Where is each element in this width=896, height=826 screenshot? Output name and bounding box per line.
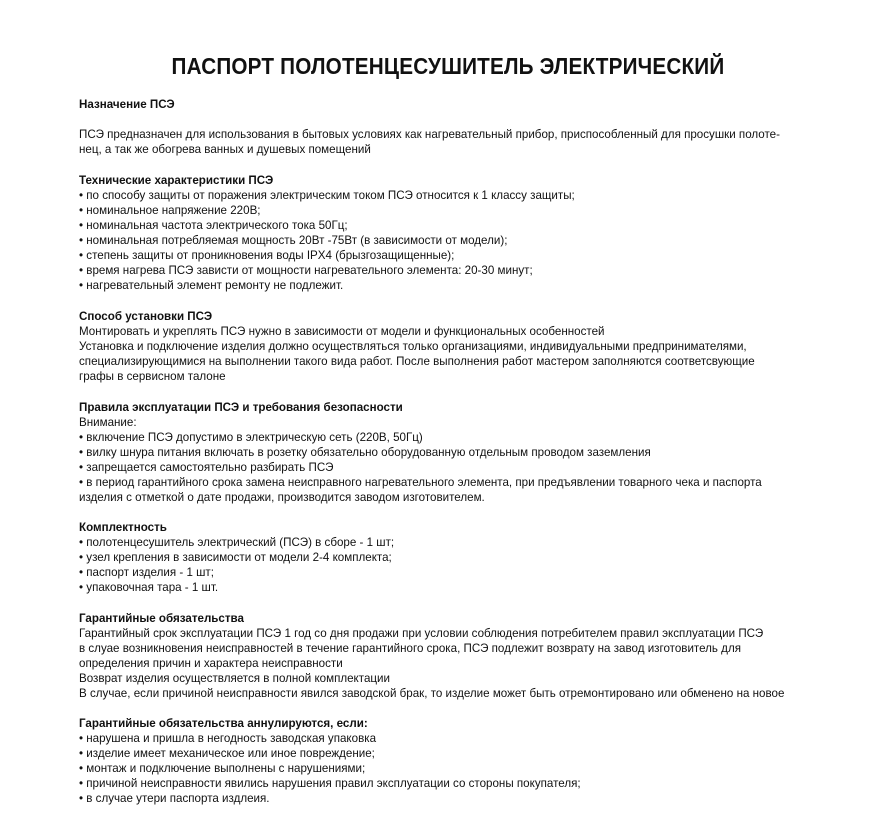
list-item: • по способу защиты от поражения электрическим током ПСЭ относится к 1 классу защиты; <box>79 188 869 203</box>
paragraph-line: нец, а так же обогрева ванных и душевых помещений <box>79 143 371 156</box>
specs-list <box>79 188 869 293</box>
list-item: • в период гарантийного срока замена неисправного нагревательного элемента, при предъявлении товарного чека и паспорта <box>79 475 869 490</box>
paragraph-line: ПСЭ предназначен для использования в бытовых условиях как нагревательный прибор, приспособленный для просушки полоте- <box>79 128 780 141</box>
paragraph-line: в слуае возникновения неисправностей в течение гарантийного срока, ПСЭ подлежит возврату на завод изготовитель для <box>79 642 741 655</box>
section-warranty-void <box>79 716 869 806</box>
list-item-continuation: изделия с отметкой о дате продажи, производится заводом изготовителем. <box>79 491 485 504</box>
section-heading: Гарантийные обязательства аннулируются, если: <box>79 717 368 730</box>
list-item: • упаковочная тара - 1 шт. <box>79 580 869 595</box>
section-heading: Технические характеристики ПСЭ <box>79 174 274 187</box>
paragraph-line: специализирующимися на выполнении такого вида работ. После выполнения работ мастером заполняются соответсвующие <box>79 355 755 368</box>
list-item: • номинальная частота электрического тока 50Гц; <box>79 218 869 233</box>
paragraph-line: Возврат изделия осуществляется в полной комплектации <box>79 672 390 685</box>
list-item: • запрещается самостоятельно разбирать ПСЭ <box>79 460 869 475</box>
list-item: • время нагрева ПСЭ зависти от мощности нагревательного элемента: 20-30 минут; <box>79 263 869 278</box>
section-installation <box>79 309 869 384</box>
list-item: • степень защиты от проникновения воды IPX4 (брызгозащищенные); <box>79 248 869 263</box>
section-purpose <box>79 97 869 157</box>
list-item: • нагревательный элемент ремонту не подлежит. <box>79 278 869 293</box>
paragraph-line: Установка и подключение изделия должно осуществляться только организациями, индивидуальными предпринимателями, <box>79 340 747 353</box>
section-heading: Комплектность <box>79 521 167 534</box>
list-item: • монтаж и подключение выполнены с нарушениями; <box>79 761 869 776</box>
list-item: • номинальная потребляемая мощность 20Вт -75Вт (в зависимости от модели); <box>79 233 869 248</box>
list-item: • в случае утери паспорта издлеия. <box>79 791 869 806</box>
paragraph-line: определения причин и характера неисправности <box>79 657 343 670</box>
paragraph-line: графы в сервисном талоне <box>79 370 226 383</box>
paragraph-line: Монтировать и укреплять ПСЭ нужно в зависимости от модели и функциональных особенностей <box>79 325 605 338</box>
list-item: • нарушена и пришла в негодность заводская упаковка <box>79 731 869 746</box>
section-heading: Назначение ПСЭ <box>79 98 175 111</box>
list-item: • изделие имеет механическое или иное повреждение; <box>79 746 869 761</box>
section-heading: Правила эксплуатации ПСЭ и требования безопасности <box>79 401 403 414</box>
section-kit <box>79 520 869 595</box>
section-heading: Гарантийные обязательства <box>79 612 244 625</box>
warning-label: Внимание: <box>79 416 137 429</box>
document-title: ПАСПОРТ ПОЛОТЕНЦЕСУШИТЕЛЬ ЭЛЕКТРИЧЕСКИЙ <box>171 53 725 79</box>
list-item: • причиной неисправности явились нарушения правил эксплуатации со стороны покупателя; <box>79 776 869 791</box>
section-rules <box>79 400 869 505</box>
section-warranty <box>79 611 869 701</box>
list-item: • вилку шнура питания включать в розетку обязательно оборудованную отдельным проводом заземления <box>79 445 869 460</box>
list-item: • полотенцесушитель электрический (ПСЭ) в сборе - 1 шт; <box>79 535 869 550</box>
list-item: • паспорт изделия - 1 шт; <box>79 565 869 580</box>
list-item: • номинальное напряжение 220В; <box>79 203 869 218</box>
paragraph-line: Гарантийный срок эксплуатации ПСЭ 1 год со дня продажи при условии соблюдения потребителем правил эксплуатации ПСЭ <box>79 627 764 640</box>
kit-list <box>79 535 869 595</box>
list-item: • узел крепления в зависимости от модели 2-4 комплекта; <box>79 550 869 565</box>
list-item: • включение ПСЭ допустимо в электрическую сеть (220В, 50Гц) <box>79 430 869 445</box>
void-list <box>79 731 869 806</box>
rules-list <box>79 430 869 490</box>
section-specs <box>79 173 869 293</box>
paragraph-line: В случае, если причиной неисправности явился заводской брак, то изделие может быть отремонтировано или обменено на новое <box>79 687 785 700</box>
section-heading: Способ установки ПСЭ <box>79 310 213 323</box>
